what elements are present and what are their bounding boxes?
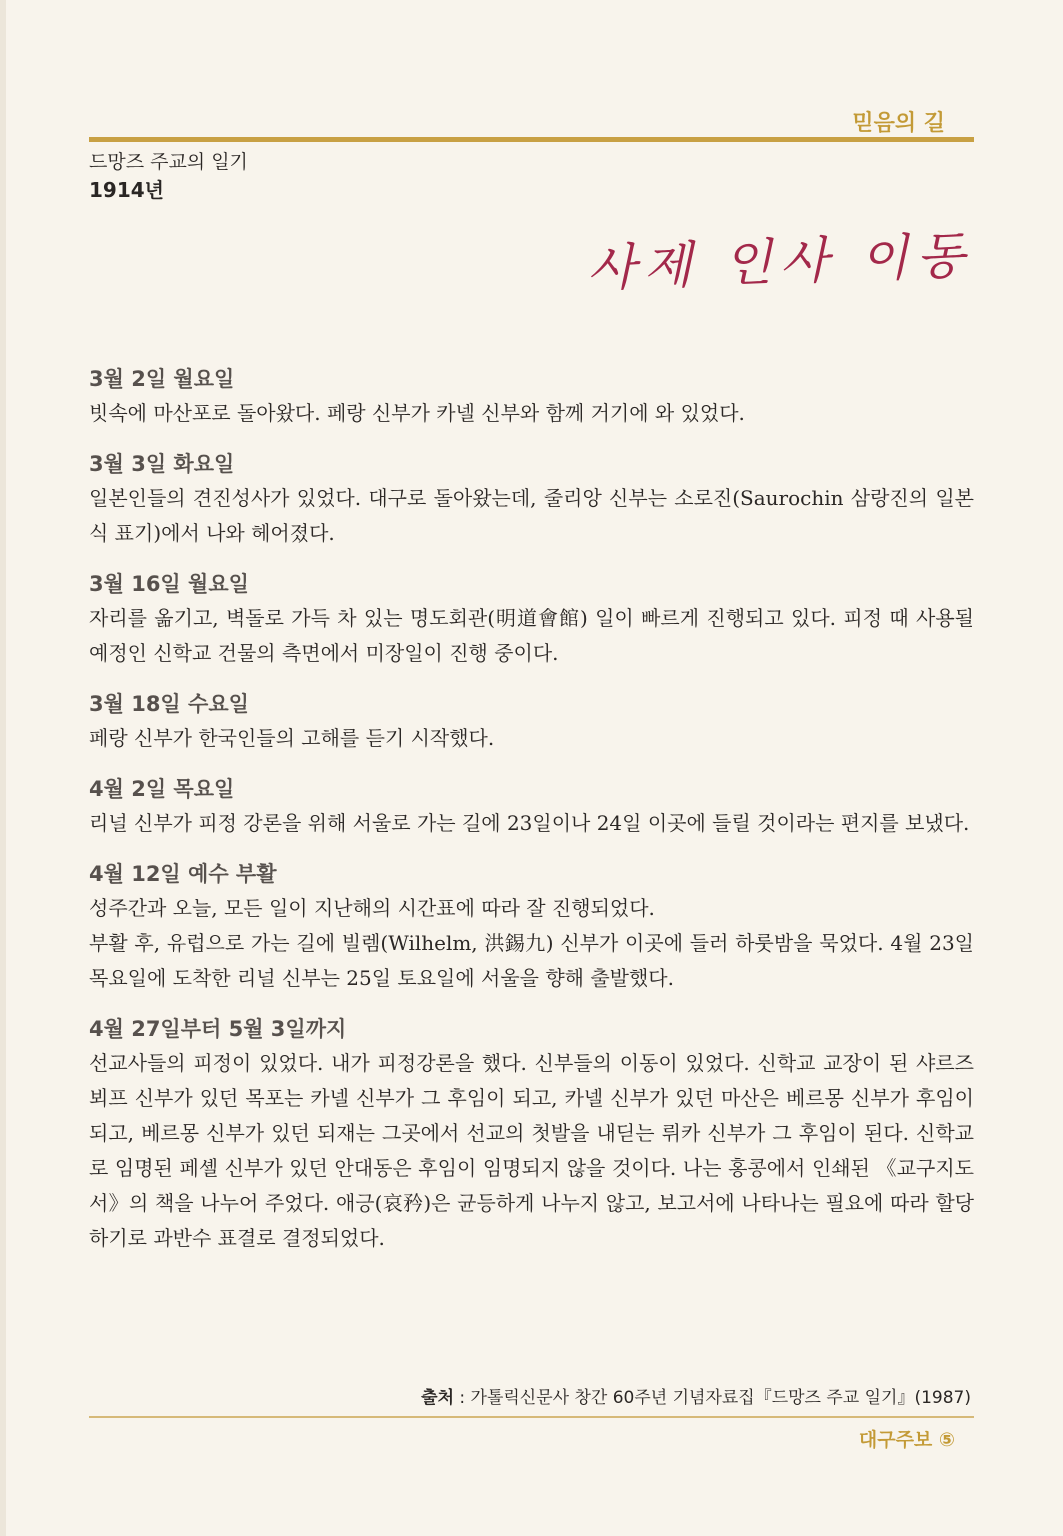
entry-text: 페랑 신부가 한국인들의 고해를 듣기 시작했다. [89, 726, 495, 750]
diary-entry [89, 772, 974, 841]
entry-text: 성주간과 오늘, 모든 일이 지난해의 시간표에 따라 잘 진행되었다. [89, 896, 655, 920]
entry-date: 4월 2일 목요일 [89, 777, 235, 801]
series-heading [89, 148, 248, 204]
series-title: 드망즈 주교의 일기 [89, 151, 248, 173]
source-citation [421, 1383, 971, 1408]
entry-text: 리널 신부가 피정 강론을 위해 서울로 가는 길에 23일이나 24일 이곳에 들릴 것이라는 편지를 보냈다. [89, 811, 970, 835]
section-label: 믿음의 길 [852, 111, 945, 136]
entry-text: 자리를 옮기고, 벽돌로 가득 차 있는 명도회관(明道會館) 일이 빠르게 진행되고 있다. 피정 때 사용될 예정인 신학교 건물의 측면에서 미장일이 진행 중이다. [89, 606, 974, 665]
diary-entry [89, 567, 974, 671]
diary-entries [89, 362, 974, 1272]
source-label: 출처 [421, 1388, 454, 1408]
entry-text: 부활 후, 유럽으로 가는 길에 빌렘(Wilhelm, 洪錫九) 신부가 이곳에 들러 하룻밤을 묵었다. 4월 23일 목요일에 도착한 리널 신부는 25일 토요일에 서울을 향해 출발했다. [89, 931, 974, 990]
article-title: 사제 인사 이동 [586, 226, 975, 298]
footer-divider [89, 1416, 974, 1418]
diary-entry [89, 1012, 974, 1256]
entry-date: 4월 12일 예수 부활 [89, 862, 277, 886]
entry-text: 일본인들의 견진성사가 있었다. 대구로 돌아왔는데, 줄리앙 신부는 소로진(Saurochin 삼랑진의 일본식 표기)에서 나와 헤어졌다. [89, 486, 974, 545]
source-text: : 가톨릭신문사 창간 60주년 기념자료집『드망즈 주교 일기』(1987) [454, 1388, 971, 1408]
page-edge [0, 0, 6, 1536]
entry-date: 3월 3일 화요일 [89, 452, 235, 476]
entry-date: 4월 27일부터 5월 3일까지 [89, 1017, 347, 1041]
diary-entry [89, 687, 974, 756]
diary-entry [89, 362, 974, 431]
header-divider [89, 137, 974, 142]
entry-date: 3월 16일 월요일 [89, 572, 249, 596]
entry-text: 선교사들의 피정이 있었다. 내가 피정강론을 했다. 신부들의 이동이 있었다. 신학교 교장이 된 샤르즈뵈프 신부가 있던 목포는 카넬 신부가 그 후임이 되고, 카넬 신부가 있던 마산은 베르몽 신부가 후임이 되고, 베르몽 신부가 있던 되재는 그곳에서 선교의 첫발을 내딛는 뤼카 신부가 그 후임이 된다. 신학교로 임명된 페셸 신부가 있던 안대동은 후임이 임명되지 않을 것이다. 나는 홍콩에서 인쇄된 《교구지도서》의 책을 나누어 주었다. 애긍(哀矜)은 균등하게 나누지 않고, 보고서에 나타나는 필요에 따라 할당하기로 과반수 표결로 결정되었다. [89, 1051, 974, 1250]
series-year: 1914년 [89, 178, 164, 202]
entry-date: 3월 2일 월요일 [89, 367, 235, 391]
diary-entry [89, 857, 974, 996]
entry-date: 3월 18일 수요일 [89, 692, 249, 716]
publication-page: 대구주보 ⑤ [858, 1429, 955, 1451]
entry-text: 빗속에 마산포로 돌아왔다. 페랑 신부가 카넬 신부와 함께 거기에 와 있었다. [89, 401, 745, 425]
diary-entry [89, 447, 974, 551]
